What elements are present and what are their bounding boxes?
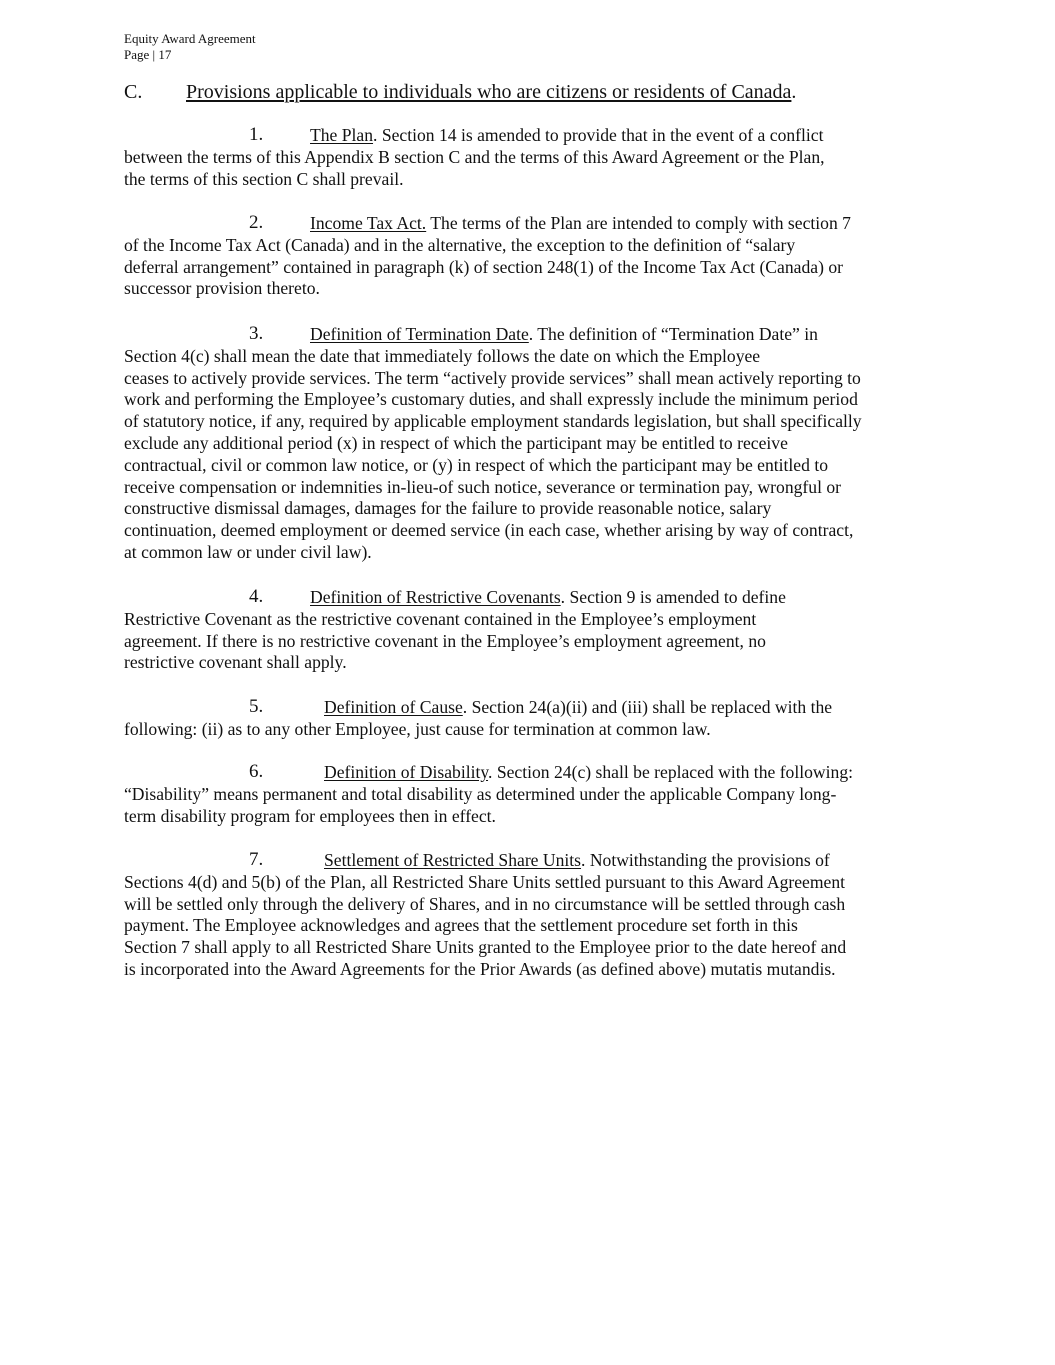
- paragraph-first-line: [124, 850, 1024, 872]
- paragraph-line: Restrictive Covenant as the restrictive covenant contained in the Employee’s employment: [124, 608, 757, 629]
- paragraph-number: 2.: [249, 212, 264, 233]
- paragraph-title: Definition of Disability: [324, 762, 489, 782]
- section-title-suffix: .: [791, 81, 797, 103]
- numbered-paragraph-6: [124, 762, 1024, 827]
- paragraph-line: receive compensation or indemnities in-lieu-of such notice, severance or termination pay, wrongful or: [124, 476, 842, 497]
- paragraph-first-line-text: . Section 24(a)(ii) and (iii) shall be replaced with the: [462, 697, 833, 717]
- paragraph-line: Section 7 shall apply to all Restricted Share Units granted to the Employee prior to the date hereof and: [124, 937, 847, 958]
- paragraph-first-line-text: . Section 9 is amended to define: [560, 587, 786, 607]
- paragraph-line: payment. The Employee acknowledges and agrees that the settlement procedure set forth in this: [124, 915, 798, 936]
- paragraph-title: Definition of Cause: [324, 697, 463, 717]
- paragraph-line: of the Income Tax Act (Canada) and in the alternative, the exception to the definition of “salary: [124, 234, 796, 255]
- paragraph-line: between the terms of this Appendix B section C and the terms of this Award Agreement or the Plan,: [124, 146, 825, 167]
- paragraph-line: is incorporated into the Award Agreements for the Prior Awards (as defined above) mutatis mutandis.: [124, 958, 836, 979]
- paragraph-first-line: [124, 762, 1024, 784]
- paragraph-line: the terms of this section C shall prevail.: [124, 168, 404, 189]
- paragraph-number: 1.: [249, 124, 264, 145]
- numbered-paragraph-2: [124, 213, 1024, 300]
- paragraph-line: ceases to actively provide services. The term “actively provide services” shall mean actively reporting to: [124, 367, 861, 388]
- paragraph-first-line-text: . The definition of “Termination Date” in: [528, 324, 818, 344]
- paragraph-first-line: [124, 587, 1024, 609]
- paragraph-line: constructive dismissal damages, damages for the failure to provide reasonable notice, salary: [124, 498, 772, 519]
- paragraph-number: 4.: [249, 586, 264, 607]
- paragraph-number: 7.: [249, 849, 264, 870]
- paragraph-line: work and performing the Employee’s customary duties, and shall expressly include the minimum period: [124, 389, 858, 410]
- paragraph-line: deferral arrangement” contained in paragraph (k) of section 248(1) of the Income Tax Act (Canada) or: [124, 256, 843, 277]
- document-title: Equity Award Agreement: [124, 31, 256, 46]
- paragraph-line: continuation, deemed employment or deemed service (in each case, whether arising by way of contract,: [124, 520, 854, 541]
- paragraph-first-line-text: The terms of the Plan are intended to comply with section 7: [426, 213, 851, 233]
- paragraph-title: The Plan: [310, 125, 374, 145]
- paragraph-first-line-text: . Section 24(c) shall be replaced with the following:: [488, 762, 853, 782]
- paragraph-line: restrictive covenant shall apply.: [124, 652, 347, 673]
- paragraph-line: term disability program for employees then in effect.: [124, 805, 496, 826]
- paragraph-title: Settlement of Restricted Share Units: [324, 850, 582, 870]
- paragraph-first-line: [124, 125, 1024, 147]
- paragraph-line: exclude any additional period (x) in respect of which the participant may be entitled to receive: [124, 432, 788, 453]
- numbered-paragraph-3: [124, 324, 1024, 564]
- paragraph-title: Definition of Termination Date: [310, 324, 529, 344]
- paragraph-first-line-text: . Notwithstanding the provisions of: [581, 850, 830, 870]
- paragraph-line: following: (ii) as to any other Employee, just cause for termination at common law.: [124, 718, 711, 739]
- paragraph-line: Sections 4(d) and 5(b) of the Plan, all Restricted Share Units settled pursuant to this Award Agreement: [124, 871, 846, 892]
- numbered-paragraph-5: [124, 697, 1024, 741]
- paragraph-title: Income Tax Act.: [310, 213, 427, 233]
- paragraph-line: of statutory notice, if any, required by applicable employment standards legislation, but shall specifically: [124, 411, 862, 432]
- paragraph-number: 3.: [249, 323, 264, 344]
- paragraph-first-line: [124, 697, 1024, 719]
- paragraph-first-line-text: . Section 14 is amended to provide that in the event of a conflict: [373, 125, 824, 145]
- paragraph-line: successor provision thereto.: [124, 278, 320, 299]
- numbered-paragraph-7: [124, 850, 1024, 981]
- paragraph-first-line: [124, 324, 1024, 346]
- numbered-paragraph-1: [124, 125, 1024, 190]
- paragraph-line: “Disability” means permanent and total disability as determined under the applicable Company long-: [124, 783, 837, 804]
- paragraph-line: Section 4(c) shall mean the date that immediately follows the date on which the Employee: [124, 345, 761, 366]
- page-header: [124, 31, 256, 63]
- section-heading: [124, 80, 796, 104]
- section-label: C.: [124, 81, 143, 103]
- paragraph-number: 6.: [249, 761, 264, 782]
- page-number: Page | 17: [124, 47, 172, 62]
- numbered-paragraph-4: [124, 587, 1024, 674]
- paragraph-line: at common law or under civil law).: [124, 541, 372, 562]
- section-title: Provisions applicable to individuals who are citizens or residents of Canada: [186, 81, 792, 103]
- paragraph-line: will be settled only through the delivery of Shares, and in no circumstance will be settled through cash: [124, 893, 846, 914]
- paragraph-number: 5.: [249, 696, 264, 717]
- paragraph-first-line: [124, 213, 1024, 235]
- paragraph-line: agreement. If there is no restrictive covenant in the Employee’s employment agreement, no: [124, 630, 766, 651]
- paragraph-line: contractual, civil or common law notice, or (y) in respect of which the participant may be entitled to: [124, 454, 828, 475]
- paragraph-title: Definition of Restrictive Covenants: [310, 587, 561, 607]
